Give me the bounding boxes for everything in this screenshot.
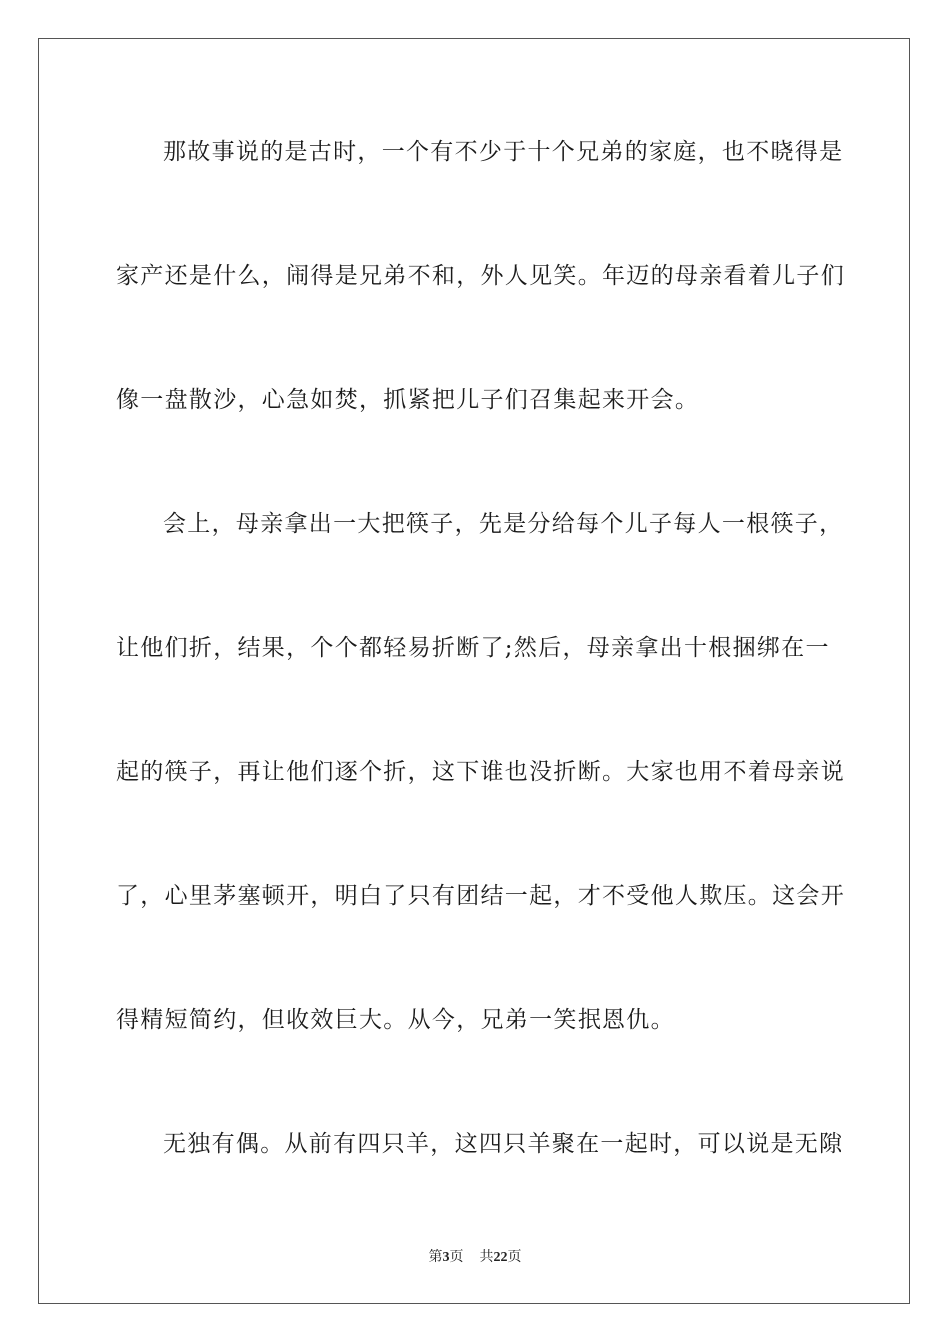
text-line-1: 那故事说的是古时，一个有不少于十个兄弟的家庭，也不晓得是 — [163, 139, 844, 165]
page-prefix: 第 — [428, 1249, 443, 1265]
total-suffix: 页 — [507, 1249, 522, 1265]
text-line-5: 让他们折，结果，个个都轻易折断了;然后，母亲拿出十根捆绑在一 — [116, 635, 830, 661]
text-line-9: 无独有偶。从前有四只羊，这四只羊聚在一起时，可以说是无隙 — [163, 1131, 844, 1157]
page-suffix: 页 — [449, 1249, 464, 1265]
page-footer — [0, 1248, 950, 1267]
text-line-2: 家产还是什么，闹得是兄弟不和，外人见笑。年迈的母亲看着儿子们 — [116, 263, 845, 289]
page-number: 3 — [442, 1250, 450, 1265]
total-pages: 22 — [493, 1250, 508, 1265]
text-line-3: 像一盘散沙，心急如焚，抓紧把儿子们召集起来开会。 — [116, 387, 700, 413]
total-prefix: 共 — [479, 1249, 494, 1265]
page-border — [38, 38, 910, 1304]
text-line-6: 起的筷子，再让他们逐个折，这下谁也没折断。大家也用不着母亲说 — [116, 759, 845, 785]
text-line-7: 了，心里茅塞顿开，明白了只有团结一起，才不受他人欺压。这会开 — [116, 883, 845, 909]
text-line-4: 会上，母亲拿出一大把筷子，先是分给每个儿子每人一根筷子， — [163, 511, 844, 537]
text-line-8: 得精短简约，但收效巨大。从今，兄弟一笑抿恩仇。 — [116, 1007, 675, 1033]
